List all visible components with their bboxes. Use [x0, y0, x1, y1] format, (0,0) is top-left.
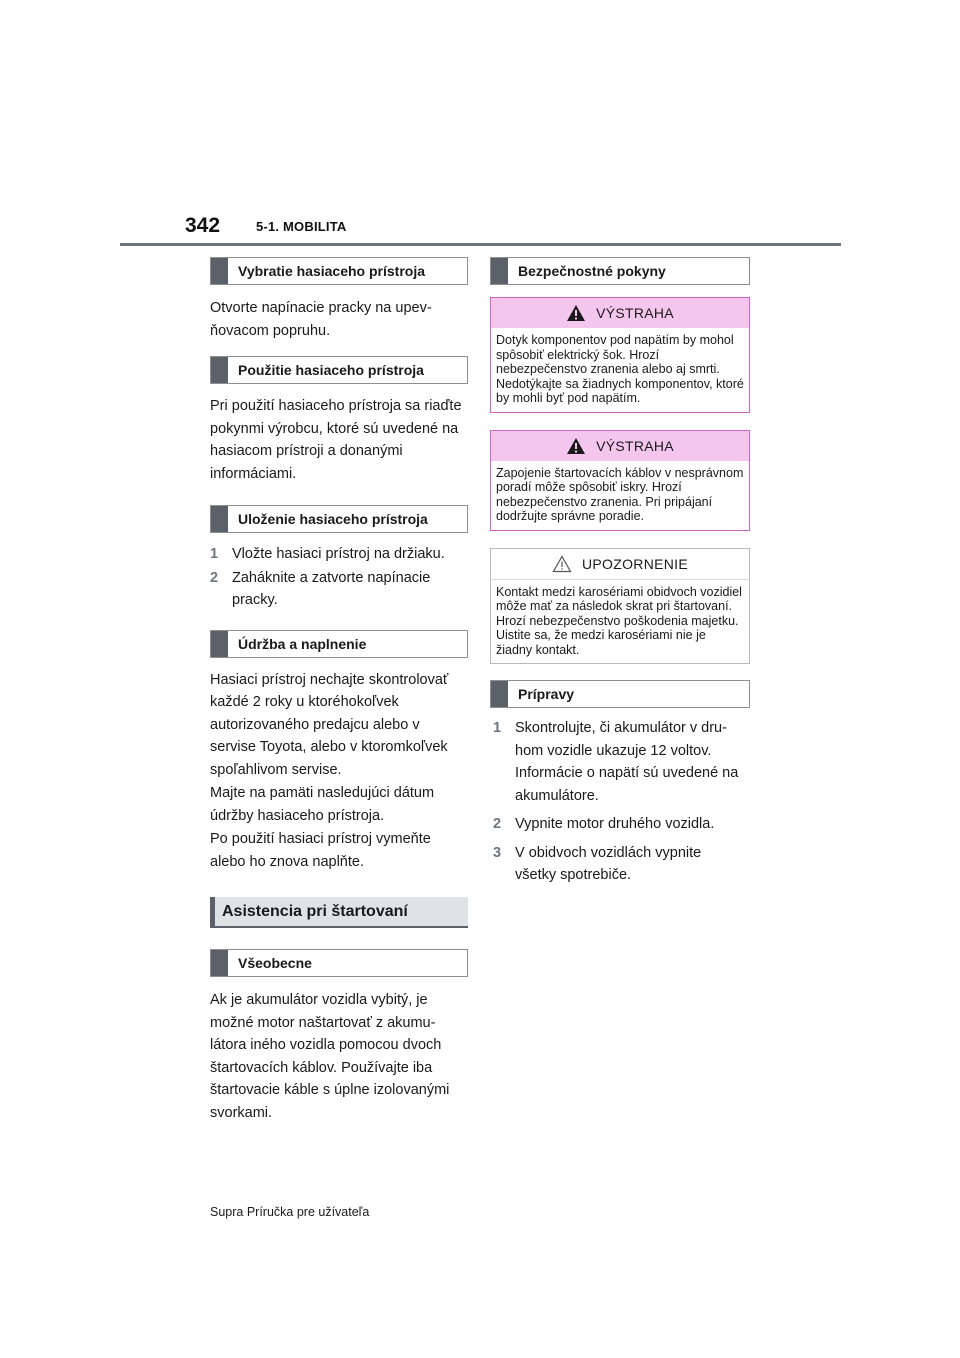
list-item: [493, 717, 750, 807]
heading-store-extinguisher: Uloženie hasiaceho prístroja: [210, 505, 468, 533]
step-text: Zaháknite a zatvorte napínacie pracky.: [232, 569, 431, 608]
prep-steps-list: [490, 717, 750, 887]
step-text: Vložte hasiaci prístroj na držiaku.: [232, 546, 445, 562]
warning-header: [491, 298, 749, 328]
store-steps-list: [210, 543, 468, 612]
warning-title: VÝSTRAHA: [596, 305, 674, 321]
step-number: 2: [210, 569, 219, 586]
list-item: [210, 567, 468, 612]
heading-safety: Bezpečnostné pokyny: [490, 257, 750, 285]
footer-manual-title: Supra Príručka pre užívateľa: [210, 1205, 370, 1219]
step-text: Skontrolujte, či akumulátor v druhom vozidle ukazuje 12 voltov. Informácie o napätí sú uvedené na akumulátore.: [515, 720, 739, 804]
warning-text: Zapojenie štartovacích káblov v nesprávnom poradí môže spôsobiť iskry. Hrozí nebezpečenstvo zranenia. Pri pripájaní dodržujte správne poradie.: [496, 465, 744, 523]
paragraph-use: Pri použití hasiaceho prístroja sa riaďte pokynmi výrobcu, ktoré sú uvedené na hasiacom prístroji a donanými informáciami.: [210, 398, 462, 482]
paragraph-maintenance-1: Hasiaci prístroj nechajte skontrolovať každé 2 roky u ktoréhokoľvek autorizovaného predajcu alebo v servise Toyota, alebo v ktoromkoľvek spoľahlivom servise.: [210, 671, 449, 778]
step-text: V obidvoch vozidlách vypnite všetky spotrebiče.: [515, 844, 702, 883]
step-number: 1: [493, 720, 502, 736]
notice-box-short-circuit: [490, 548, 750, 665]
paragraph-maintenance-3: Po použití hasiaci prístroj vymeňte alebo ho znova naplňte.: [210, 831, 431, 870]
paragraph-remove: Otvorte napínacie pracky na upevňovacom popruhu.: [210, 300, 432, 339]
heading-preparations: Prípravy: [490, 680, 750, 708]
list-item: [210, 543, 468, 566]
warning-title: VÝSTRAHA: [596, 437, 674, 454]
paragraph-maintenance-2: Majte na pamäti nasledujúci dátum údržby hasiaceho prístroja.: [210, 785, 435, 824]
notice-header: [491, 549, 749, 580]
caution-triangle-outline-icon: [552, 555, 572, 573]
step-number: 3: [493, 844, 502, 861]
heading-remove-extinguisher: Vybratie hasiaceho prístroja: [210, 257, 468, 285]
right-column: [490, 257, 750, 887]
warning-header: [491, 431, 749, 461]
warning-text: Dotyk komponentov pod napätím by mohol spôsobiť elektrický šok. Hrozí nebezpečenstvo zranenia alebo aj smrti. Nedotýkajte sa žiadnych komponentov, ktoré by mohli byť pod napätím.: [496, 333, 744, 405]
warning-box-electric-shock: [490, 297, 750, 413]
list-item: [493, 813, 750, 836]
heading-jump-start: Asistencia pri štartovaní: [210, 897, 468, 928]
list-item: [493, 842, 750, 887]
step-text: Vypnite motor druhého vozidla.: [515, 816, 715, 832]
notice-title: UPOZORNENIE: [582, 555, 688, 572]
warning-triangle-icon: [566, 304, 586, 322]
heading-use-extinguisher: Použitie hasiaceho prístroja: [210, 356, 468, 384]
warning-triangle-icon: [566, 437, 586, 455]
step-number: 1: [210, 546, 219, 562]
header-rule: [120, 243, 841, 246]
warning-box-sparks: [490, 430, 750, 531]
left-column: [210, 257, 468, 1124]
notice-text: Kontakt medzi karosériami obidvoch vozidiel môže mať za následok skrat pri štartovaní. Hrozí nebezpečenstvo poškodenia majetku. Uistite sa, že medzi karosériami nie je žiadny kontakt.: [496, 584, 742, 657]
heading-general: Všeobecne: [210, 949, 468, 977]
paragraph-general: Ak je akumulátor vozidla vybitý, je možné motor naštartovať z akumulátora iného vozidla pomocou dvoch štartovacích káblov. Používajte iba štartovacie káble s úplne izolovanými svorkami.: [210, 992, 450, 1121]
section-reference: 5-1. MOBILITA: [256, 219, 347, 234]
step-number: 2: [493, 816, 502, 832]
page-number: 342: [185, 214, 221, 237]
heading-maintenance: Údržba a naplnenie: [210, 630, 468, 658]
